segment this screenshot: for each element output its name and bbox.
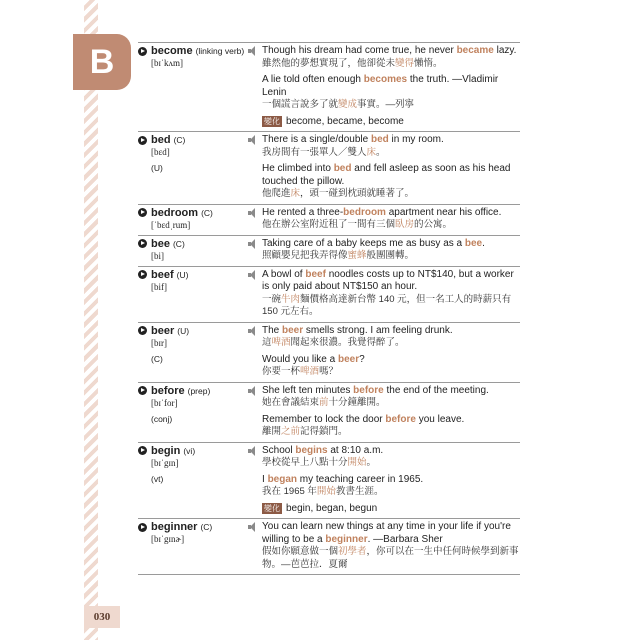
headword: before <box>151 384 185 397</box>
part-of-speech: (linking verb) <box>195 46 245 56</box>
headword: begin <box>151 444 181 457</box>
example-chinese: 他爬進床，頭一碰到枕頭就睡著了。 <box>262 188 415 199</box>
example-1 <box>248 385 520 410</box>
sense-secondary <box>138 354 520 379</box>
speaker-icon[interactable] <box>248 326 259 336</box>
sense-primary <box>138 445 520 470</box>
sense-primary <box>138 45 520 128</box>
page-number: 030 <box>84 606 120 628</box>
speaker-icon[interactable] <box>248 386 259 396</box>
part-of-speech: (vi) <box>183 445 196 456</box>
forms-tag: 變化 <box>264 117 280 127</box>
pronunciation: [ˈbɛdˌrum] <box>151 219 191 230</box>
verb-forms <box>248 116 520 129</box>
part-of-speech: (conj) <box>151 413 173 424</box>
play-audio-icon[interactable] <box>138 326 147 335</box>
sense-primary <box>138 134 520 159</box>
speaker-icon[interactable] <box>248 239 259 249</box>
example-chinese: 她在會議結束前十分鐘離開。 <box>262 397 386 408</box>
forms-text: begin, began, begun <box>286 502 378 514</box>
part-of-speech: (C) <box>151 353 163 364</box>
headword: beer <box>151 324 175 337</box>
part-of-speech: (U) <box>151 163 163 173</box>
example-chinese: 雖然他的夢想實現了，他卻從未變得懶惰。 <box>262 57 443 69</box>
pronunciation: [bɪˈgɪnɚ] <box>151 534 185 544</box>
sense-primary <box>138 325 520 350</box>
example-chinese: 我在 1965 年開始教書生涯。 <box>262 486 384 497</box>
entry-bee <box>138 235 520 266</box>
headword: beginner <box>151 521 198 533</box>
play-audio-icon[interactable] <box>138 136 147 145</box>
sense-secondary <box>138 474 520 516</box>
entry-become <box>138 42 520 131</box>
dictionary-entries <box>138 42 520 575</box>
speaker-icon[interactable] <box>248 270 259 280</box>
example-1 <box>248 325 520 350</box>
example-2 <box>248 163 520 201</box>
entry-bedroom <box>138 204 520 235</box>
sense-secondary <box>138 414 520 439</box>
example-english: Remember to lock the door before you leave. <box>262 413 465 425</box>
speaker-icon[interactable] <box>248 135 259 145</box>
play-audio-icon[interactable] <box>138 386 147 395</box>
entry-before <box>138 382 520 442</box>
example-2 <box>248 474 520 499</box>
headword: bee <box>151 237 170 250</box>
example-english: A lie told often enough becomes the truth. —Vladimir Lenin <box>262 74 499 98</box>
forms-text: become, became, become <box>286 115 404 127</box>
section-letter-badge: B <box>73 34 131 90</box>
part-of-speech: (prep) <box>187 385 211 396</box>
example-english: There is a single/double bed in my room. <box>262 134 444 145</box>
pronunciation: [bɪˈfor] <box>151 397 178 408</box>
example-chinese: 一碗牛肉麵價格高達新台幣 140 元，但一名工人的時薪只有 150 元左右。 <box>262 293 512 317</box>
sense-primary <box>138 269 520 319</box>
play-audio-icon[interactable] <box>138 270 147 279</box>
speaker-icon[interactable] <box>248 446 259 456</box>
play-audio-icon[interactable] <box>138 208 147 217</box>
entry-beginner <box>138 518 520 575</box>
example-english: I began my teaching career in 1965. <box>262 473 424 485</box>
sense-primary <box>138 207 520 232</box>
example-english: You can learn new things at any time in your life if you're willing to be a beginner. —Barbara Sher <box>262 521 511 545</box>
example-chinese: 我房間有一張單人／雙人床。 <box>262 146 386 158</box>
sense-primary <box>138 385 520 410</box>
page-edge-stripe <box>84 0 98 640</box>
example-chinese: 離開之前記得鎖門。 <box>262 426 348 437</box>
example-chinese: 你要一杯啤酒嗎？ <box>262 366 339 377</box>
example-english: He rented a three-bedroom apartment near his office. <box>262 206 502 218</box>
sense-secondary <box>138 163 520 201</box>
forms-tag: 變化 <box>264 504 280 514</box>
example-chinese: 一個謊言說多了就變成事實。—列寧 <box>262 99 415 110</box>
headword: bed <box>151 134 171 146</box>
pronunciation: [bɛd] <box>151 147 170 157</box>
part-of-speech: (vt) <box>151 473 164 484</box>
headword: beef <box>151 268 174 281</box>
example-2 <box>248 414 520 439</box>
headword: become <box>151 45 193 57</box>
example-1 <box>248 269 520 319</box>
pronunciation: [bɪˈgɪn] <box>151 457 179 468</box>
sense-primary <box>138 521 520 571</box>
play-audio-icon[interactable] <box>138 523 147 532</box>
example-chinese: 這啤酒聞起來很濃。我覺得醉了。 <box>262 337 405 348</box>
entry-beef <box>138 266 520 322</box>
example-chinese: 假如你願意做一個初學者，你可以在一生中任何時候學到新事物。—芭芭拉．夏爾 <box>262 546 519 570</box>
play-audio-icon[interactable] <box>138 47 147 56</box>
entry-begin <box>138 442 520 519</box>
example-1 <box>248 207 520 232</box>
pronunciation: [bif] <box>151 281 167 292</box>
verb-forms <box>248 503 520 516</box>
example-1 <box>248 445 520 470</box>
example-english: Taking care of a baby keeps me as busy as a bee. <box>262 237 485 249</box>
example-english: He climbed into bed and fell asleep as soon as his head touched the pillow. <box>262 163 511 187</box>
example-english: Would you like a beer? <box>262 353 365 365</box>
example-english: School begins at 8:10 a.m. <box>262 444 384 456</box>
example-english: Though his dream had come true, he never became lazy. <box>262 45 517 56</box>
example-1 <box>248 238 520 263</box>
example-1 <box>248 521 520 571</box>
part-of-speech: (U) <box>176 269 189 280</box>
example-english: She left ten minutes before the end of the meeting. <box>262 384 489 396</box>
play-audio-icon[interactable] <box>138 446 147 455</box>
part-of-speech: (C) <box>201 207 213 218</box>
example-english: The beer smells strong. I am feeling drunk. <box>262 324 453 336</box>
example-1 <box>248 134 520 159</box>
example-2 <box>248 354 520 379</box>
example-2 <box>248 74 520 112</box>
part-of-speech: (C) <box>200 522 213 532</box>
example-chinese: 照顧嬰兒把我弄得像蜜蜂般團團轉。 <box>262 250 415 261</box>
part-of-speech: (C) <box>173 135 186 145</box>
speaker-icon[interactable] <box>248 208 259 218</box>
speaker-icon[interactable] <box>248 46 259 56</box>
example-1 <box>248 45 520 70</box>
example-chinese: 學校從早上八點十分開始。 <box>262 457 377 468</box>
play-audio-icon[interactable] <box>138 239 147 248</box>
pronunciation: [bi] <box>151 250 164 261</box>
example-english: A bowl of beef noodles costs up to NT$140, but a worker is only paid about NT$150 an hour. <box>262 268 514 292</box>
entry-bed <box>138 131 520 204</box>
headword: bedroom <box>151 206 199 219</box>
entry-beer <box>138 322 520 382</box>
sense-primary <box>138 238 520 263</box>
pronunciation: [bɪr] <box>151 337 167 348</box>
speaker-icon[interactable] <box>248 522 259 532</box>
part-of-speech: (C) <box>172 238 185 249</box>
example-chinese: 他在辦公室附近租了一間有三個臥房的公寓。 <box>262 219 453 230</box>
part-of-speech: (U) <box>177 325 190 336</box>
pronunciation: [bɪˈkʌm] <box>151 58 183 68</box>
